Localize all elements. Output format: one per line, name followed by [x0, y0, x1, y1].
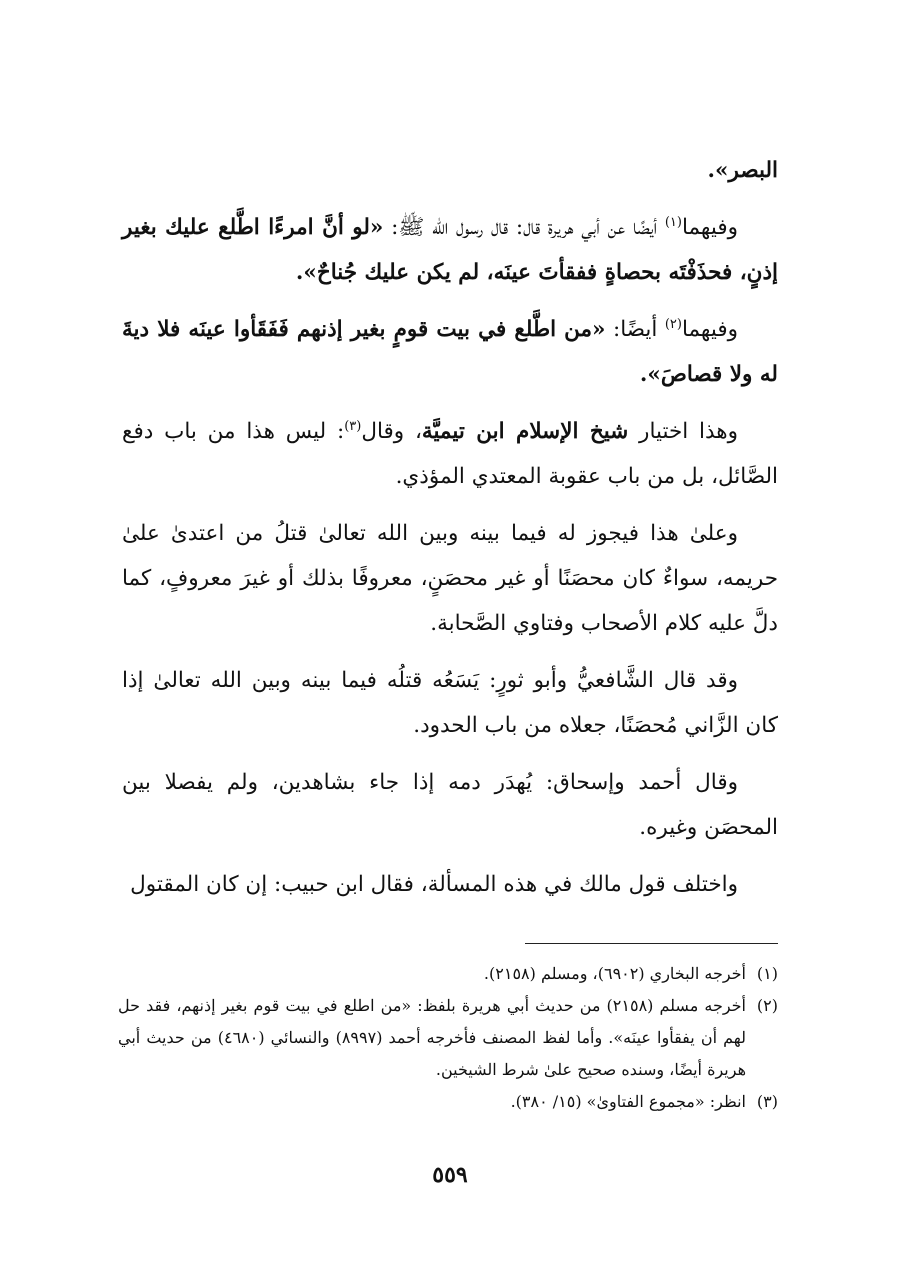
- footnote-text: أخرجه البخاري (٦٩٠٢)، ومسلم (٢١٥٨).: [483, 964, 746, 983]
- text-run: : ليس هذا من باب دفع الصَّائل، بل من باب عقوبة المعتدي المؤذي.: [122, 419, 778, 489]
- text-run: أيضًا عن أبي هريرة قال: قال رسول الله ﷺ:: [383, 215, 665, 240]
- footnote-2: [118, 990, 778, 1086]
- footnote-1: [118, 958, 778, 990]
- footnote-number: (٢): [756, 996, 778, 1015]
- quote-end: البصر».: [707, 158, 778, 183]
- hadith-quote: «لو أنَّ امرءًا اطَّلع عليك بغير إذنٍ، فحذَفْتَه بحصاةٍ ففقأتَ عينَه، لم يكن عليك جُناحٌ».: [122, 215, 778, 285]
- footnotes: [118, 958, 778, 1118]
- text-run: وهذا اختيار: [628, 419, 739, 444]
- text-run: أيضًا:: [605, 317, 665, 342]
- text-run: واختلف قول مالك في هذه المسألة، فقال ابن حبيب: إن كان المقتول: [130, 872, 738, 897]
- footnote-text: انظر: «مجموع الفتاوىٰ» (١٥/ ٣٨٠).: [510, 1092, 746, 1111]
- paragraph-8: [122, 862, 778, 907]
- footnote-ref-1[interactable]: (١): [664, 214, 682, 230]
- footnote-ref-2[interactable]: (٢): [664, 316, 682, 332]
- paragraph-7: [122, 760, 778, 850]
- text-run: وفيهما: [681, 215, 738, 240]
- paragraph-5: [122, 511, 778, 646]
- paragraph-2: [122, 205, 778, 295]
- page-number: ٥٥٩: [432, 1162, 468, 1188]
- text-run: وقال أحمد وإسحاق: يُهدَر دمه إذا جاء بشاهدين، ولم يفصلا بين المحصَن وغيره.: [122, 770, 778, 840]
- footnote-3: [118, 1086, 778, 1118]
- hadith-quote: «من اطَّلع في بيت قومٍ بغير إذنهم فَفَقَأوا عينَه فلا ديةَ له ولا قصاصَ».: [122, 317, 778, 387]
- text-run: وقد قال الشَّافعيُّ وأبو ثورٍ: يَسَعُه قتلُه فيما بينه وبين الله تعالىٰ إذا كان الزَّاني مُحصَنًا، جعلاه من باب الحدود.: [122, 668, 778, 738]
- footnote-text: أخرجه مسلم (٢١٥٨) من حديث أبي هريرة بلفظ: «من اطلع في بيت قوم بغير إذنهم، فقد حل لهم أن يفقأوا عينَه». وأما لفظ المصنف فأخرجه أحمد (٨٩٩٧) والنسائي (٤٦٨٠) من حديث أبي هريرة أيضًا، وسنده صحيح علىٰ شرط الشيخين.: [118, 996, 747, 1079]
- paragraph-3: [122, 307, 778, 397]
- scholar-name: شيخ الإسلام ابن تيميَّة: [421, 419, 629, 444]
- main-text: [122, 148, 778, 919]
- paragraph-6: [122, 658, 778, 748]
- text-run: ، وقال: [361, 419, 422, 444]
- footnote-number: (٣): [756, 1092, 778, 1111]
- footnote-number: (١): [756, 964, 778, 983]
- paragraph-1: [122, 148, 778, 193]
- text-run: وعلىٰ هذا فيجوز له فيما بينه وبين الله تعالىٰ قتلُ من اعتدىٰ علىٰ حريمه، سواءٌ كان محصَنًا أو غير محصَنٍ، معروفًا بذلك أو غيرَ معروفٍ، كما دلَّ عليه كلام الأصحاب وفتاوي الصَّحابة.: [122, 521, 778, 636]
- paragraph-4: [122, 409, 778, 499]
- footnote-ref-3[interactable]: (٣): [344, 418, 362, 434]
- footnote-separator: [525, 943, 778, 944]
- text-run: وفيهما: [681, 317, 738, 342]
